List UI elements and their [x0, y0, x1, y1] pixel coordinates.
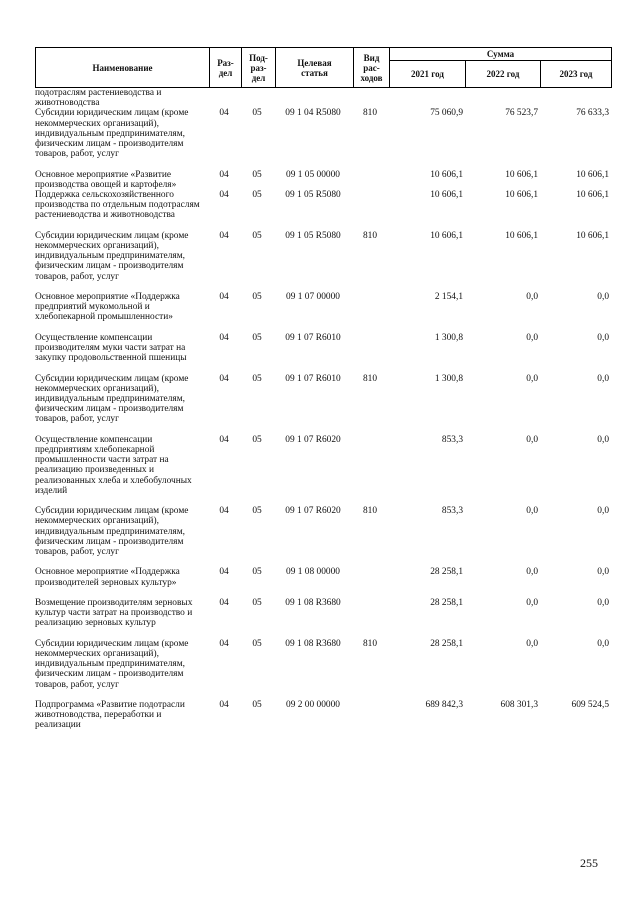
row-sum-2023: 0,0	[597, 373, 609, 384]
row-sum-2023: 10 606,1	[576, 189, 609, 200]
row-podrazdel: 05	[252, 230, 262, 241]
row-sum-2023: 76 633,3	[576, 108, 609, 119]
table-row	[35, 231, 611, 292]
row-celevaya-statya: 09 1 05 00000	[286, 169, 340, 180]
row-sum-2022: 608 301,3	[500, 699, 538, 710]
row-name: Основное мероприятие «Поддержка производителей зерновых культур»	[35, 567, 180, 588]
row-sum-2021: 28 258,1	[430, 597, 463, 608]
row-sum-2023: 10 606,1	[576, 230, 609, 241]
row-celevaya-statya: 09 1 08 00000	[286, 567, 340, 578]
row-celevaya-statya: 09 2 00 00000	[286, 699, 340, 710]
page-number: 255	[580, 856, 598, 870]
row-podrazdel: 05	[252, 169, 262, 180]
row-name: подотраслям растениеводства и животноводства	[35, 88, 162, 109]
row-name: Подпрограмма «Развитие подотрасли животноводства, переработки и реализации	[35, 699, 185, 731]
table-row	[35, 639, 611, 700]
row-name: Субсидии юридическим лицам (кроме некоммерческих организаций), индивидуальным предпринимателям, физическим лицам - производителям товаров, работ, услуг	[35, 108, 189, 160]
table-row	[35, 108, 611, 169]
table-row	[35, 88, 611, 108]
row-razdel: 04	[219, 638, 229, 649]
table-row	[35, 374, 611, 435]
row-sum-2023: 0,0	[597, 567, 609, 578]
row-podrazdel: 05	[252, 506, 262, 517]
row-podrazdel: 05	[252, 434, 262, 445]
row-podrazdel: 05	[252, 373, 262, 384]
row-sum-2022: 10 606,1	[505, 230, 538, 241]
row-celevaya-statya: 09 1 07 R6020	[285, 434, 341, 445]
row-sum-2021: 10 606,1	[430, 230, 463, 241]
row-podrazdel: 05	[252, 638, 262, 649]
row-sum-2021: 689 842,3	[425, 699, 463, 710]
table-row	[35, 598, 611, 639]
row-sum-2021: 853,3	[441, 434, 463, 445]
table-row	[35, 190, 611, 231]
row-podrazdel: 05	[252, 291, 262, 302]
row-sum-2023: 0,0	[597, 638, 609, 649]
row-sum-2022: 0,0	[526, 434, 538, 445]
row-vid-rashodov: 810	[362, 506, 378, 517]
row-podrazdel: 05	[252, 567, 262, 578]
row-razdel: 04	[219, 169, 229, 180]
row-sum-2023: 10 606,1	[576, 169, 609, 180]
row-celevaya-statya: 09 1 08 R3680	[285, 597, 341, 608]
table-row	[35, 700, 611, 741]
row-celevaya-statya: 09 1 05 R5080	[285, 230, 341, 241]
row-razdel: 04	[219, 699, 229, 710]
row-sum-2021: 1 300,8	[434, 373, 463, 384]
row-sum-2022: 0,0	[526, 597, 538, 608]
row-sum-2022: 0,0	[526, 638, 538, 649]
table-row	[35, 333, 611, 374]
table-header	[35, 47, 612, 88]
table-row	[35, 435, 611, 506]
row-podrazdel: 05	[252, 332, 262, 343]
row-sum-2022: 0,0	[526, 567, 538, 578]
row-name: Осуществление компенсации производителям муки части затрат на закупку продовольственной пшеницы	[35, 332, 187, 364]
row-sum-2023: 0,0	[597, 597, 609, 608]
header-name: Наименование	[36, 48, 210, 88]
row-name: Субсидии юридическим лицам (кроме некоммерческих организаций), индивидуальным предпринимателям, физическим лицам - производителям товаров, работ, услуг	[35, 373, 189, 425]
row-razdel: 04	[219, 567, 229, 578]
row-razdel: 04	[219, 189, 229, 200]
row-celevaya-statya: 09 1 07 00000	[286, 291, 340, 302]
header-vid: Вид рас- ходов	[354, 48, 390, 88]
table-row	[35, 292, 611, 333]
row-podrazdel: 05	[252, 699, 262, 710]
row-sum-2022: 10 606,1	[505, 189, 538, 200]
row-podrazdel: 05	[252, 597, 262, 608]
row-celevaya-statya: 09 1 08 R3680	[285, 638, 341, 649]
row-sum-2021: 2 154,1	[434, 291, 463, 302]
table-row	[35, 567, 611, 598]
table-row	[35, 506, 611, 567]
header-year-2022: 2022 год	[466, 61, 541, 88]
row-sum-2022: 0,0	[526, 506, 538, 517]
header-year-2021: 2021 год	[390, 61, 466, 88]
header-celevaya: Целевая статья	[276, 48, 354, 88]
row-name: Возмещение производителям зерновых культур части затрат на производство и реализацию зерновых культур	[35, 597, 193, 629]
row-name: Поддержка сельскохозяйственного производства по отдельным подотраслям растениеводства и животноводства	[35, 189, 200, 221]
header-summa: Сумма	[390, 48, 612, 61]
row-name: Основное мероприятие «Поддержка предприятий мукомольной и хлебопекарной промышленности»	[35, 291, 180, 323]
header-year-2023: 2023 год	[541, 61, 612, 88]
row-name: Субсидии юридическим лицам (кроме некоммерческих организаций), индивидуальным предпринимателям, физическим лицам - производителям товаров, работ, услуг	[35, 230, 189, 282]
row-sum-2021: 28 258,1	[430, 567, 463, 578]
row-sum-2021: 1 300,8	[434, 332, 463, 343]
row-sum-2023: 609 524,5	[571, 699, 609, 710]
row-vid-rashodov: 810	[362, 230, 378, 241]
row-sum-2021: 75 060,9	[430, 108, 463, 119]
row-name: Осуществление компенсации предприятиям хлебопекарной промышленности части затрат на реализацию произведенных и реализованных хлеба и хлебобулочных изделий	[35, 434, 192, 496]
row-celevaya-statya: 09 1 05 R5080	[285, 189, 341, 200]
row-name: Субсидии юридическим лицам (кроме некоммерческих организаций), индивидуальным предпринимателям, физическим лицам - производителям товаров, работ, услуг	[35, 638, 189, 690]
row-razdel: 04	[219, 291, 229, 302]
row-sum-2021: 28 258,1	[430, 638, 463, 649]
row-razdel: 04	[219, 108, 229, 119]
row-celevaya-statya: 09 1 07 R6010	[285, 373, 341, 384]
row-celevaya-statya: 09 1 04 R5080	[285, 108, 341, 119]
row-celevaya-statya: 09 1 07 R6010	[285, 332, 341, 343]
row-razdel: 04	[219, 332, 229, 343]
row-razdel: 04	[219, 506, 229, 517]
row-razdel: 04	[219, 230, 229, 241]
table-row	[35, 170, 611, 190]
row-sum-2021: 10 606,1	[430, 189, 463, 200]
row-vid-rashodov: 810	[362, 373, 378, 384]
row-sum-2023: 0,0	[597, 291, 609, 302]
row-name: Субсидии юридическим лицам (кроме некоммерческих организаций), индивидуальным предпринимателям, физическим лицам - производителям товаров, работ, услуг	[35, 506, 189, 557]
row-sum-2021: 10 606,1	[430, 169, 463, 180]
header-podrazdel: Под- раз- дел	[242, 48, 276, 88]
row-sum-2023: 0,0	[597, 332, 609, 343]
row-sum-2022: 10 606,1	[505, 169, 538, 180]
table-body	[35, 88, 611, 741]
row-sum-2022: 0,0	[526, 291, 538, 302]
row-podrazdel: 05	[252, 189, 262, 200]
row-vid-rashodov: 810	[362, 108, 378, 119]
row-sum-2022: 0,0	[526, 373, 538, 384]
row-sum-2023: 0,0	[597, 506, 609, 517]
row-name: Основное мероприятие «Развитие производства овощей и картофеля»	[35, 169, 177, 190]
row-sum-2021: 853,3	[441, 506, 463, 517]
row-podrazdel: 05	[252, 108, 262, 119]
header-razdel: Раз- дел	[210, 48, 242, 88]
row-sum-2022: 0,0	[526, 332, 538, 343]
row-sum-2023: 0,0	[597, 434, 609, 445]
row-razdel: 04	[219, 597, 229, 608]
row-razdel: 04	[219, 434, 229, 445]
row-sum-2022: 76 523,7	[505, 108, 538, 119]
row-razdel: 04	[219, 373, 229, 384]
row-vid-rashodov: 810	[362, 638, 378, 649]
row-celevaya-statya: 09 1 07 R6020	[285, 506, 341, 517]
